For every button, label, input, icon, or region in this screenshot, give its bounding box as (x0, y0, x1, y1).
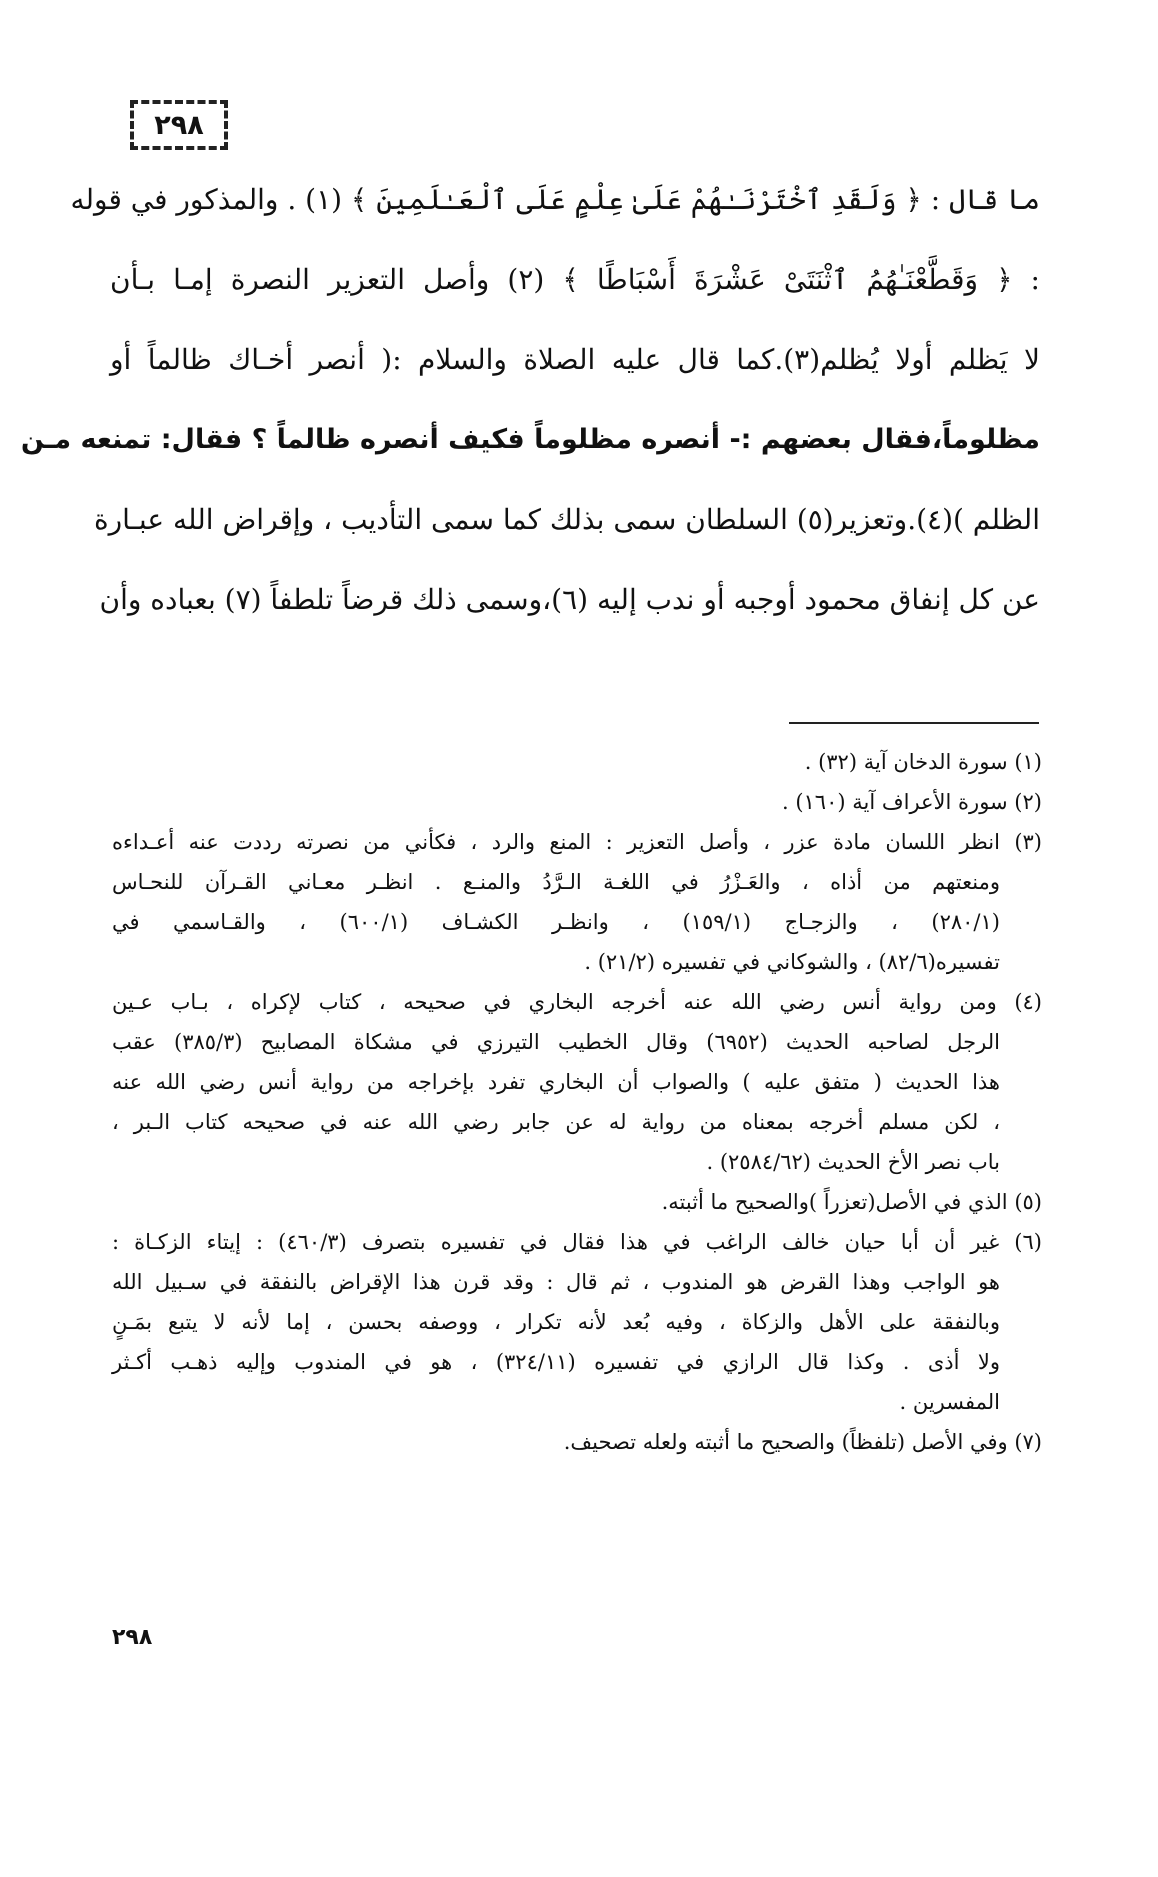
footnote-6-cont: هو الواجب وهذا القرض هو المندوب ، ثم قال : وقد قرن هذا الإقراض بالنفقة في سـبيل الله (112, 1270, 1000, 1294)
page-number-box: ٢٩٨ (130, 100, 228, 150)
footnotes (112, 742, 1042, 1462)
footnote-3-cont: (٢٨٠/١) ، والزجـاج (١٥٩/١) ، وانظـر الكشـاف (٦٠٠/١) ، والقـاسمي في (112, 910, 1000, 934)
footnote-1: (١) سورة الدخان آية (٣٢) . (804, 750, 1042, 774)
footnote-4: (٤) ومن رواية أنس رضي الله عنه أخرجه البخاري في صحيحه ، كتاب لإكراه ، بـاب عـين (112, 990, 1042, 1014)
footnote-3-cont: تفسيره(٨٢/٦) ، والشوكاني في تفسيره (٢١/٢) . (584, 950, 1000, 974)
footnote-6: (٦) غير أن أبا حيان خالف الراغب في هذا فقال في تفسيره بتصرف (٤٦٠/٣) : إيتاء الزكـاة : (112, 1230, 1042, 1254)
footnote-4-cont: ، لكن مسلم أخرجه بمعناه من رواية له عن جابر رضي الله عنه في صحيحه كتاب الـبر ، (112, 1110, 1000, 1134)
footnote-separator (789, 722, 1039, 724)
main-line-4: مظلوماً،فقال بعضهم :- أنصره مظلوماً فكيف أنصره ظالماً ؟ فقال: تمنعه مـن (20, 424, 1040, 455)
footnote-3: (٣) انظر اللسان مادة عزر ، وأصل التعزير : المنع والرد ، فكأني من نصرته رددت عنه أعـداءه (112, 830, 1042, 854)
main-line-1: ما قال : ﴿ وَلَقَدِ ٱخْتَرْنَـٰهُمْ عَلَىٰ عِلْمٍ عَلَى ٱلْعَـٰلَمِينَ ﴾ (١) . والمذكور في قوله (70, 183, 1040, 216)
main-line-5: الظلم )(٤).وتعزير(٥) السلطان سمى بذلك كما سمى التأديب ، وإقراض الله عبـارة (93, 503, 1040, 536)
main-text (20, 160, 1040, 640)
footnote-5: (٥) الذي في الأصل(تعزراً )والصحيح ما أثبته. (661, 1190, 1042, 1214)
footnote-7: (٧) وفي الأصل (تلفظاً) والصحيح ما أثبته ولعله تصحيف. (563, 1430, 1042, 1454)
bottom-page-number: ٢٩٨ (112, 1625, 153, 1650)
footnote-4-cont: هذا الحديث ( متفق عليه ) والصواب أن البخاري تفرد بإخراجه من رواية أنس رضي الله عنه (112, 1070, 1000, 1094)
footnote-4-cont: الرجل لصاحبه الحديث (٦٩٥٢) وقال الخطيب التيرزي في مشكاة المصابيح (٣٨٥/٣) عقب (112, 1030, 1000, 1054)
footnote-6-cont: المفسرين . (899, 1390, 1000, 1414)
footnote-6-cont: ولا أذى . وكذا قال الرازي في تفسيره (٣٢٤/١١) ، هو في المندوب وإليه ذهـب أكـثر (112, 1350, 1000, 1374)
footnote-3-cont: ومنعتهم من أذاه ، والعَـزْرُ في اللغـة الـرَّدُ والمنـع . انظـر معـاني القـرآن للنحـاس (112, 870, 1000, 894)
main-line-3: لا يَظلم أولا يُظلم(٣).كما قال عليه الصلاة والسلام :( أنصر أخـاك ظالماً أو (110, 343, 1040, 376)
footnote-2: (٢) سورة الأعراف آية (١٦٠) . (781, 790, 1042, 814)
main-line-6: عن كل إنفاق محمود أوجبه أو ندب إليه (٦)،وسمى ذلك قرضاً تلطفاً (٧) بعباده وأن (99, 583, 1040, 616)
footnote-6-cont: وبالنفقة على الأهل والزكاة ، وفيه بُعد لأنه تكرار ، ووصفه بحسن ، إما لأنه لا يتبع بمَـنٍ (112, 1310, 1000, 1334)
footnote-4-cont: باب نصر الأخ الحديث (٢٥٨٤/٦٢) . (706, 1150, 1000, 1174)
main-line-2: : ﴿ وَقَطَّعْنَـٰهُمُ ٱثْنَتَىْ عَشْرَةَ أَسْبَاطًا ﴾ (٢) وأصل التعزير النصرة إمـا بـأن (110, 263, 1040, 296)
